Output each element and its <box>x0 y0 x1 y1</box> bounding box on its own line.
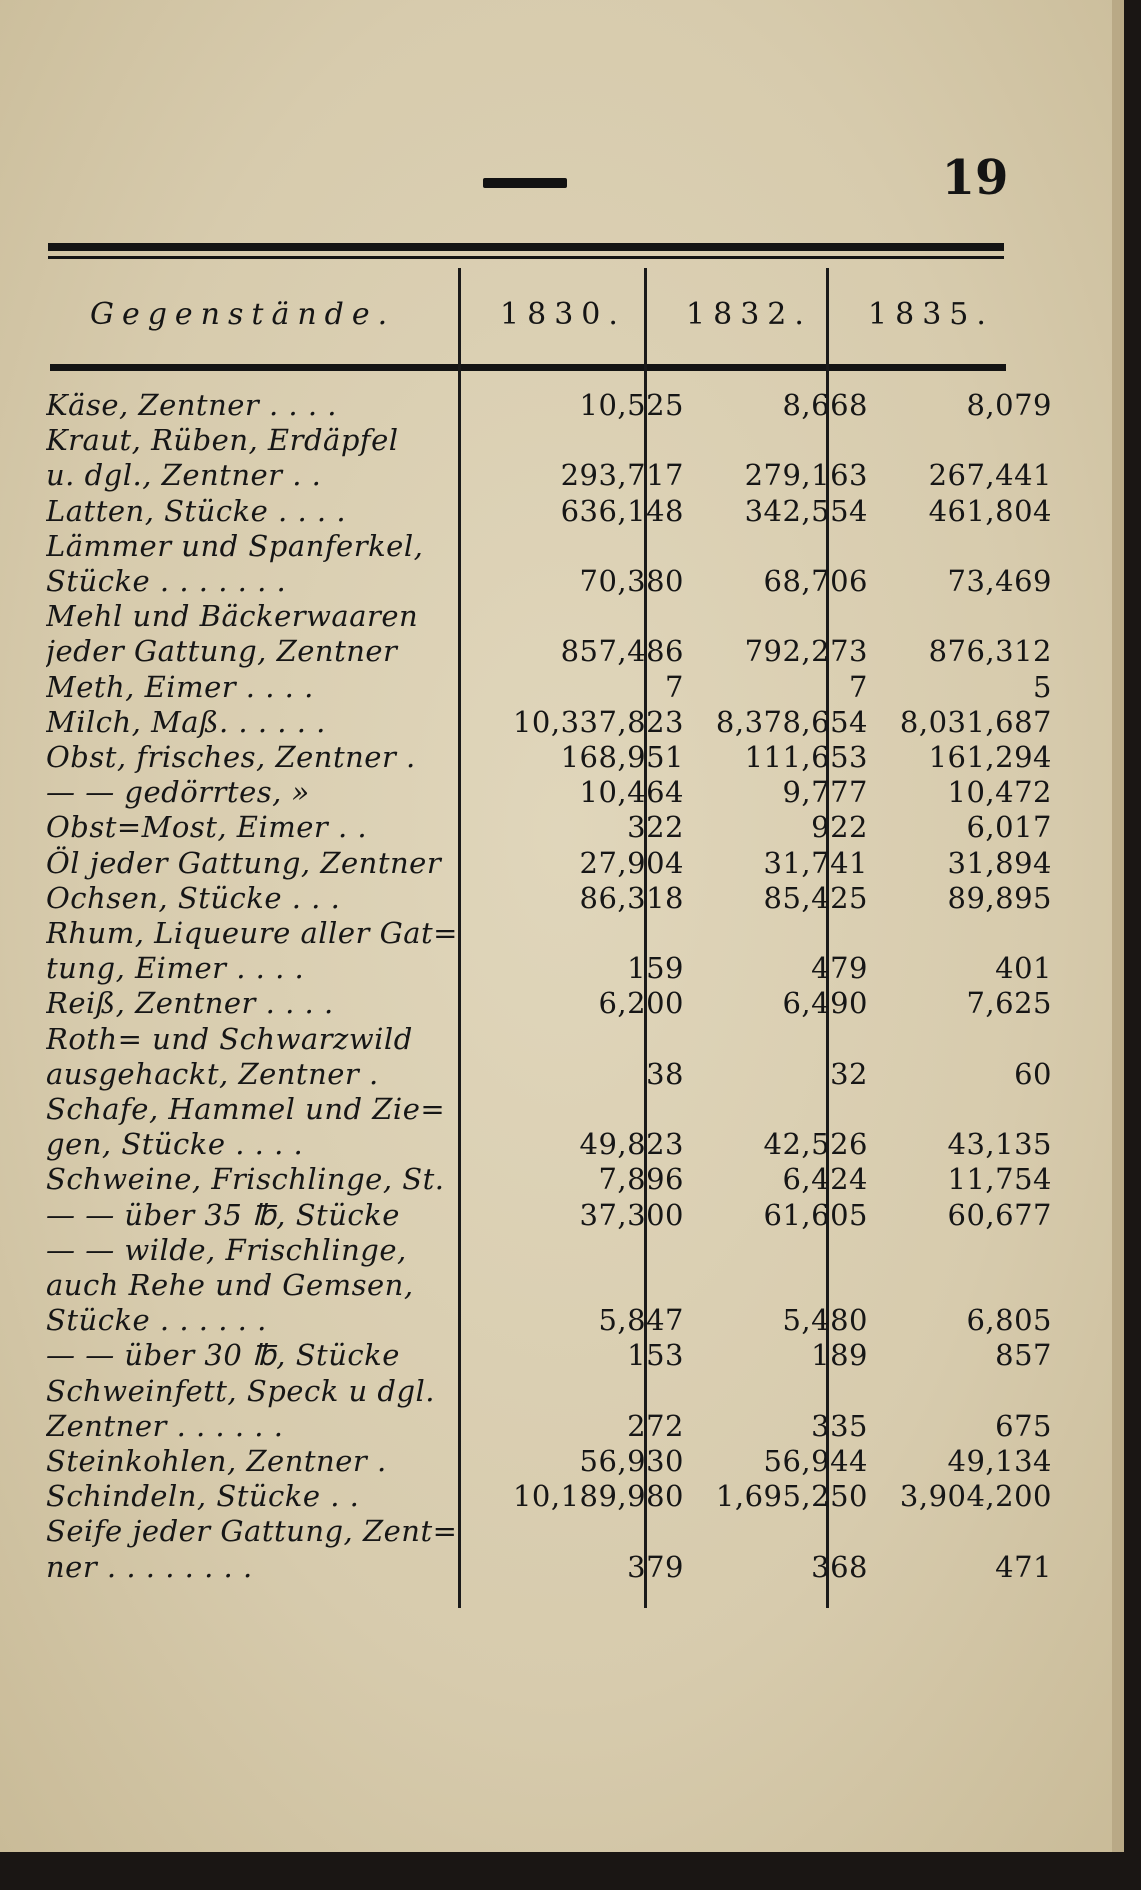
value-1830: 379 <box>627 1550 684 1584</box>
item-label: Käse, Zentner . . . . <box>46 388 338 422</box>
item-label: Mehl und Bäckerwaaren <box>46 599 419 633</box>
value-1832: 32 <box>830 1057 868 1091</box>
value-1830: 56,930 <box>579 1444 684 1478</box>
value-1830: 27,904 <box>579 846 684 880</box>
value-1835: 60 <box>1014 1057 1052 1091</box>
table-row <box>46 881 1052 916</box>
item-label: u. dgl., Zentner . . <box>46 458 322 492</box>
item-label: Schweine, Frischlinge, St. <box>46 1162 445 1196</box>
value-1832: 85,425 <box>763 881 868 915</box>
table-row <box>46 1127 1052 1162</box>
value-1830: 10,525 <box>579 388 684 422</box>
item-label: ner . . . . . . . . <box>46 1550 253 1584</box>
value-1832: 56,944 <box>763 1444 868 1478</box>
value-1835: 43,135 <box>947 1127 1052 1161</box>
item-label: Schindeln, Stücke . . <box>46 1479 360 1513</box>
item-label: Seife jeder Gattung, Zent= <box>46 1514 458 1548</box>
item-label: — — gedörrtes, » <box>46 775 310 809</box>
value-1835: 461,804 <box>928 494 1052 528</box>
value-1830: 10,464 <box>579 775 684 809</box>
item-label: Schweinfett, Speck u dgl. <box>46 1374 436 1408</box>
value-1835: 6,017 <box>966 810 1052 844</box>
item-label: Milch, Maß. . . . . . <box>46 705 326 739</box>
item-label: Roth= und Schwarzwild <box>46 1022 413 1056</box>
value-1832: 9,777 <box>782 775 868 809</box>
table-row <box>46 775 1052 810</box>
value-1830: 7,896 <box>598 1162 684 1196</box>
item-label: Schafe, Hammel und Zie= <box>46 1092 446 1126</box>
value-1835: 876,312 <box>928 634 1052 668</box>
table-row <box>46 1374 1006 1409</box>
value-1835: 857 <box>995 1338 1052 1372</box>
table-row <box>46 1162 1052 1197</box>
value-1835: 11,754 <box>947 1162 1052 1196</box>
value-1830: 153 <box>627 1338 684 1372</box>
item-label: Reiß, Zentner . . . . <box>46 986 334 1020</box>
value-1835: 49,134 <box>947 1444 1052 1478</box>
value-1832: 8,378,654 <box>715 705 868 739</box>
page-number: 19 <box>941 150 1009 206</box>
value-1835: 3,904,200 <box>899 1479 1052 1513</box>
value-1832: 8,668 <box>782 388 868 422</box>
value-1832: 61,605 <box>763 1198 868 1232</box>
item-label: Ochsen, Stücke . . . <box>46 881 341 915</box>
value-1835: 401 <box>995 951 1052 985</box>
value-1832: 922 <box>811 810 868 844</box>
value-1835: 89,895 <box>947 881 1052 915</box>
item-label: Stücke . . . . . . . <box>46 564 287 598</box>
table-row <box>46 634 1052 669</box>
value-1835: 6,805 <box>966 1303 1052 1337</box>
value-1830: 272 <box>627 1409 684 1443</box>
value-1832: 31,741 <box>763 846 868 880</box>
header-1830: 1830. <box>500 297 626 332</box>
item-label: Zentner . . . . . . <box>46 1409 284 1443</box>
value-1832: 5,480 <box>782 1303 868 1337</box>
value-1832: 6,490 <box>782 986 868 1020</box>
table-row <box>46 494 1052 529</box>
header-1832: 1832. <box>686 297 812 332</box>
header-dash <box>483 178 567 188</box>
value-1830: 857,486 <box>560 634 684 668</box>
item-label: Stücke . . . . . . <box>46 1303 267 1337</box>
table-row <box>46 1338 1052 1373</box>
table-row <box>46 388 1052 423</box>
item-label: jeder Gattung, Zentner <box>46 634 398 668</box>
value-1830: 322 <box>627 810 684 844</box>
table-row <box>46 670 1052 705</box>
value-1835: 471 <box>995 1550 1052 1584</box>
value-1835: 8,079 <box>966 388 1052 422</box>
item-label: Rhum, Liqueure aller Gat= <box>46 916 458 950</box>
item-label: Öl jeder Gattung, Zentner <box>46 846 442 880</box>
value-1832: 342,554 <box>744 494 868 528</box>
value-1830: 37,300 <box>579 1198 684 1232</box>
table-row <box>46 1268 1006 1303</box>
value-1830: 293,717 <box>560 458 684 492</box>
table-row <box>46 1550 1052 1585</box>
header-rule <box>50 364 1006 371</box>
value-1832: 792,273 <box>744 634 868 668</box>
table-row <box>46 529 1006 564</box>
value-1835: 60,677 <box>947 1198 1052 1232</box>
item-label: tung, Eimer . . . . <box>46 951 305 985</box>
value-1835: 73,469 <box>947 564 1052 598</box>
table-row <box>46 740 1052 775</box>
table-row <box>46 1233 1006 1268</box>
value-1832: 479 <box>811 951 868 985</box>
table-row <box>46 564 1052 599</box>
table-row <box>46 1303 1052 1338</box>
item-label: — — wilde, Frischlinge, <box>46 1233 407 1267</box>
value-1830: 86,318 <box>579 881 684 915</box>
table-row <box>46 810 1052 845</box>
table-row <box>46 599 1006 634</box>
table-row <box>46 423 1006 458</box>
header-1835: 1835. <box>868 297 994 332</box>
value-1830: 10,337,823 <box>512 705 684 739</box>
value-1832: 335 <box>811 1409 868 1443</box>
value-1832: 42,526 <box>763 1127 868 1161</box>
item-label: ausgehackt, Zentner . <box>46 1057 379 1091</box>
table-row <box>46 1444 1052 1479</box>
value-1832: 279,163 <box>744 458 868 492</box>
item-label: Obst=Most, Eimer . . <box>46 810 368 844</box>
item-label: gen, Stücke . . . . <box>46 1127 304 1161</box>
item-label: Lämmer und Spanferkel, <box>46 529 424 563</box>
value-1830: 38 <box>646 1057 684 1091</box>
item-label: auch Rehe und Gemsen, <box>46 1268 414 1302</box>
value-1835: 267,441 <box>928 458 1052 492</box>
value-1830: 168,951 <box>560 740 684 774</box>
table-row <box>46 1198 1052 1233</box>
table-row <box>46 986 1052 1021</box>
value-1835: 7,625 <box>966 986 1052 1020</box>
value-1830: 70,380 <box>579 564 684 598</box>
value-1830: 7 <box>665 670 684 704</box>
value-1832: 6,424 <box>782 1162 868 1196</box>
header-items: Gegenstände. <box>90 297 396 332</box>
item-label: — — über 35 ℔, Stücke <box>46 1198 400 1232</box>
value-1835: 161,294 <box>928 740 1052 774</box>
value-1830: 49,823 <box>579 1127 684 1161</box>
top-rule-thin <box>48 256 1004 259</box>
table-row <box>46 1514 1006 1549</box>
top-rule-thick <box>48 243 1004 251</box>
value-1832: 368 <box>811 1550 868 1584</box>
value-1830: 10,189,980 <box>512 1479 684 1513</box>
table-row <box>46 1092 1006 1127</box>
table-row <box>46 1057 1052 1092</box>
table-row <box>46 846 1052 881</box>
value-1835: 8,031,687 <box>899 705 1052 739</box>
value-1832: 189 <box>811 1338 868 1372</box>
table-row <box>46 1022 1006 1057</box>
table-row <box>46 1409 1052 1444</box>
page-edge <box>1112 0 1124 1852</box>
table-row <box>46 458 1052 493</box>
value-1830: 636,148 <box>560 494 684 528</box>
table-row <box>46 705 1052 740</box>
value-1835: 10,472 <box>947 775 1052 809</box>
value-1835: 675 <box>995 1409 1052 1443</box>
item-label: Latten, Stücke . . . . <box>46 494 347 528</box>
item-label: Meth, Eimer . . . . <box>46 670 314 704</box>
value-1832: 68,706 <box>763 564 868 598</box>
value-1830: 5,847 <box>598 1303 684 1337</box>
value-1832: 1,695,250 <box>715 1479 868 1513</box>
table-row <box>46 1479 1052 1514</box>
value-1830: 6,200 <box>598 986 684 1020</box>
item-label: Obst, frisches, Zentner . <box>46 740 416 774</box>
value-1835: 5 <box>1033 670 1052 704</box>
value-1832: 7 <box>849 670 868 704</box>
item-label: Kraut, Rüben, Erdäpfel <box>46 423 399 457</box>
table-row <box>46 951 1052 986</box>
value-1830: 159 <box>627 951 684 985</box>
item-label: — — über 30 ℔, Stücke <box>46 1338 400 1372</box>
value-1832: 111,653 <box>744 740 868 774</box>
table-row <box>46 916 1006 951</box>
value-1835: 31,894 <box>947 846 1052 880</box>
item-label: Steinkohlen, Zentner . <box>46 1444 387 1478</box>
